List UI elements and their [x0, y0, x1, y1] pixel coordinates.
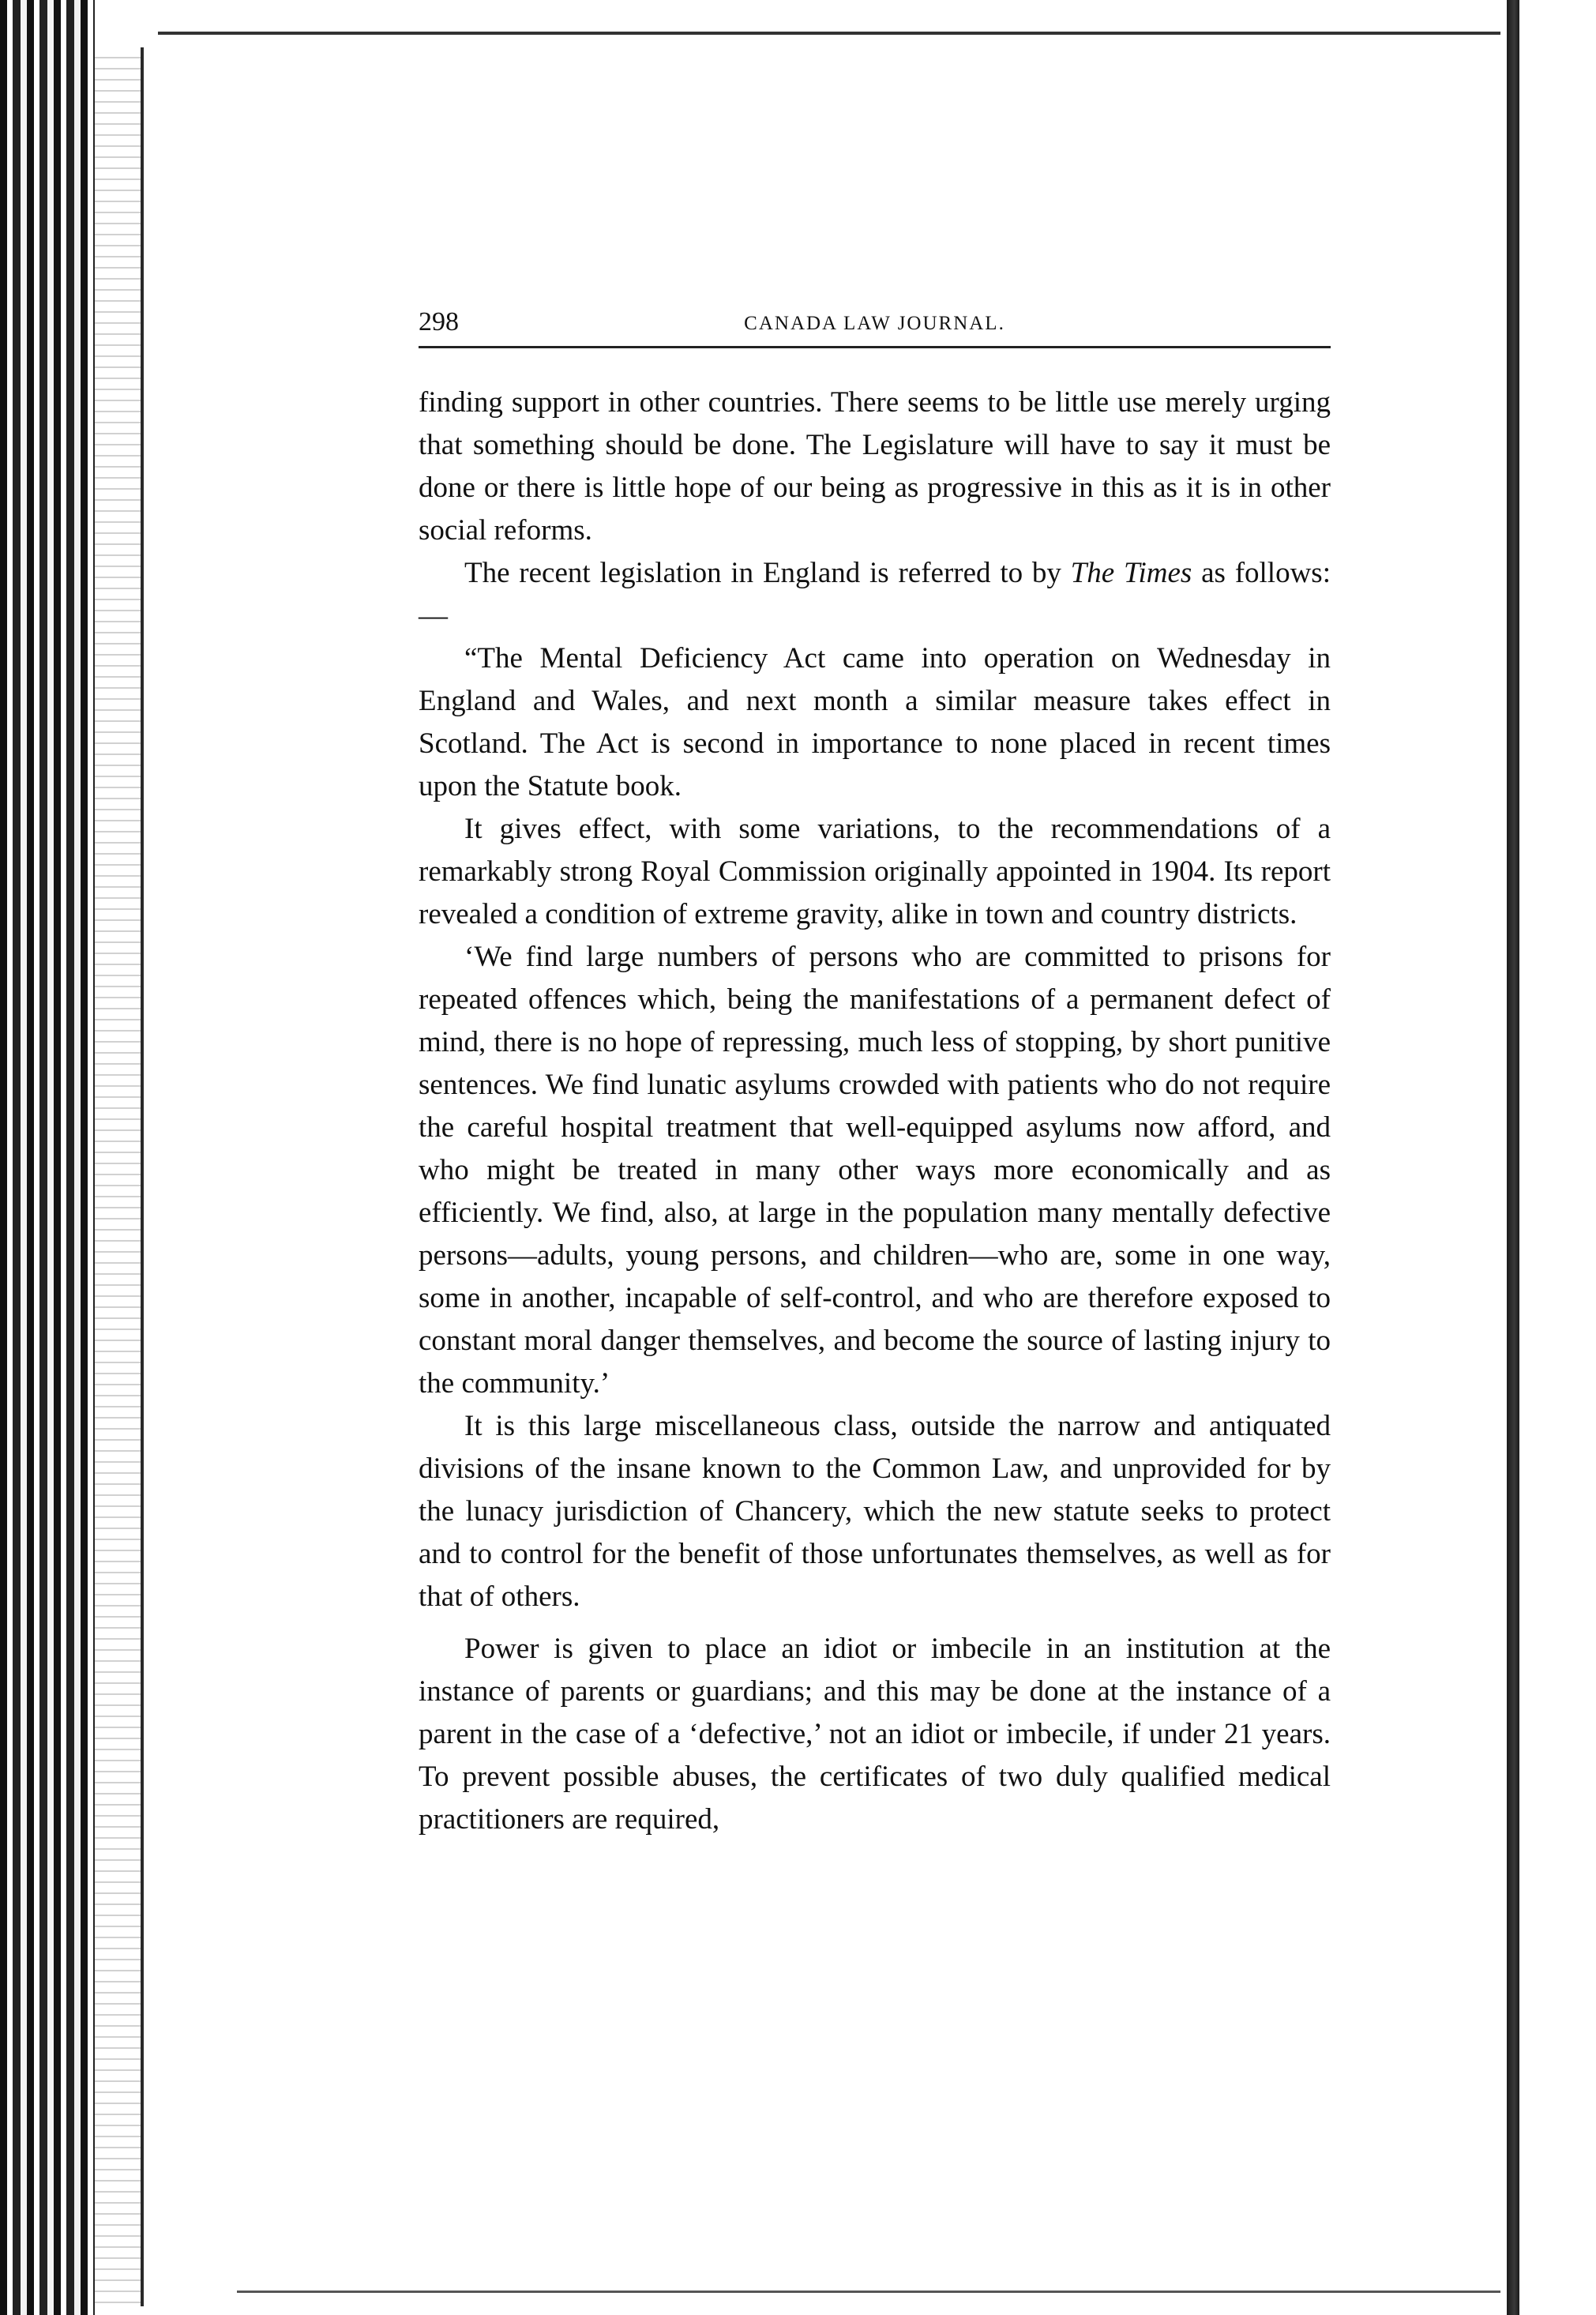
paragraph-commission-report-quote: ‘We find large numbers of persons who are committed to prisons for repeated offences which, being the manifestations of a permanent defect of mind, there is no hope of repressing, much less of stopping, by short punitive sentences. We find lunatic asylums crowded with patients who do not require the careful hospital treatment that well-equipped asylums now afford, and who might be treated in many other ways more economically and as efficiently. We find, also, at large in the population many mentally defective persons—adults, young persons, and children—who are, some in one way, some in another, incapable of self-control, and who are therefore exposed to constant moral danger themselves, and become the source of lasting injury to the community.’ — [419, 941, 1331, 1400]
paragraph-times-intro — [419, 552, 1331, 637]
running-head — [419, 306, 1331, 348]
book-binding-left — [0, 0, 95, 2315]
paragraph-miscellaneous-class: It is this large miscellaneous class, outside the narrow and antiquated divisions of the insane known to the Common Law, and unprovided for by the lunacy jurisdiction of Chancery, which the new statute seeks to protect and to control for the benefit of those unfortunates themselves, as well as for that of others. — [419, 1410, 1331, 1613]
binding-edge-line — [141, 47, 144, 2306]
paragraph-quote-act: “The Mental Deficiency Act came into operation on Wednesday in England and Wales, and next month a similar measure takes effect in Scotland. The Act is second in importance to none placed in recent times upon the Statute book. — [419, 642, 1331, 802]
book-binding-right — [1507, 0, 1519, 2315]
page-bottom-edge — [237, 2291, 1500, 2293]
paragraph-royal-commission: It gives effect, with some variations, to the recommendations of a remarkably strong Royal Commission originally appointed in 1904. Its report revealed a condition of extreme gravity, alike in town and country districts. — [419, 813, 1331, 930]
the-times-title: The Times — [1070, 557, 1192, 589]
paragraph-continuation: finding support in other countries. There seems to be little use merely urging that something should be done. The Legislature will have to say it must be done or there is little hope of our being as progressive in this as it is in other social reforms. — [419, 386, 1331, 547]
paragraph-times-intro-start: The recent legislation in England is referred to by — [464, 557, 1071, 589]
page-number: 298 — [419, 307, 459, 336]
paragraph-times-intro-end: as follows:— — [419, 557, 1331, 632]
page-top-edge — [158, 32, 1516, 35]
page-text-block — [419, 306, 1331, 1841]
paragraph-power-given: Power is given to place an idiot or imbecile in an institution at the instance of parents or guardians; and this may be done at the instance of a parent in the case of a ‘defective,’ not an idiot or imbecile, if under 21 years. To prevent possible abuses, the certificates of two duly qualified medical practitioners are required, — [419, 1633, 1331, 1836]
binding-shadow — [95, 47, 142, 2306]
journal-title: CANADA LAW JOURNAL. — [744, 313, 1005, 334]
